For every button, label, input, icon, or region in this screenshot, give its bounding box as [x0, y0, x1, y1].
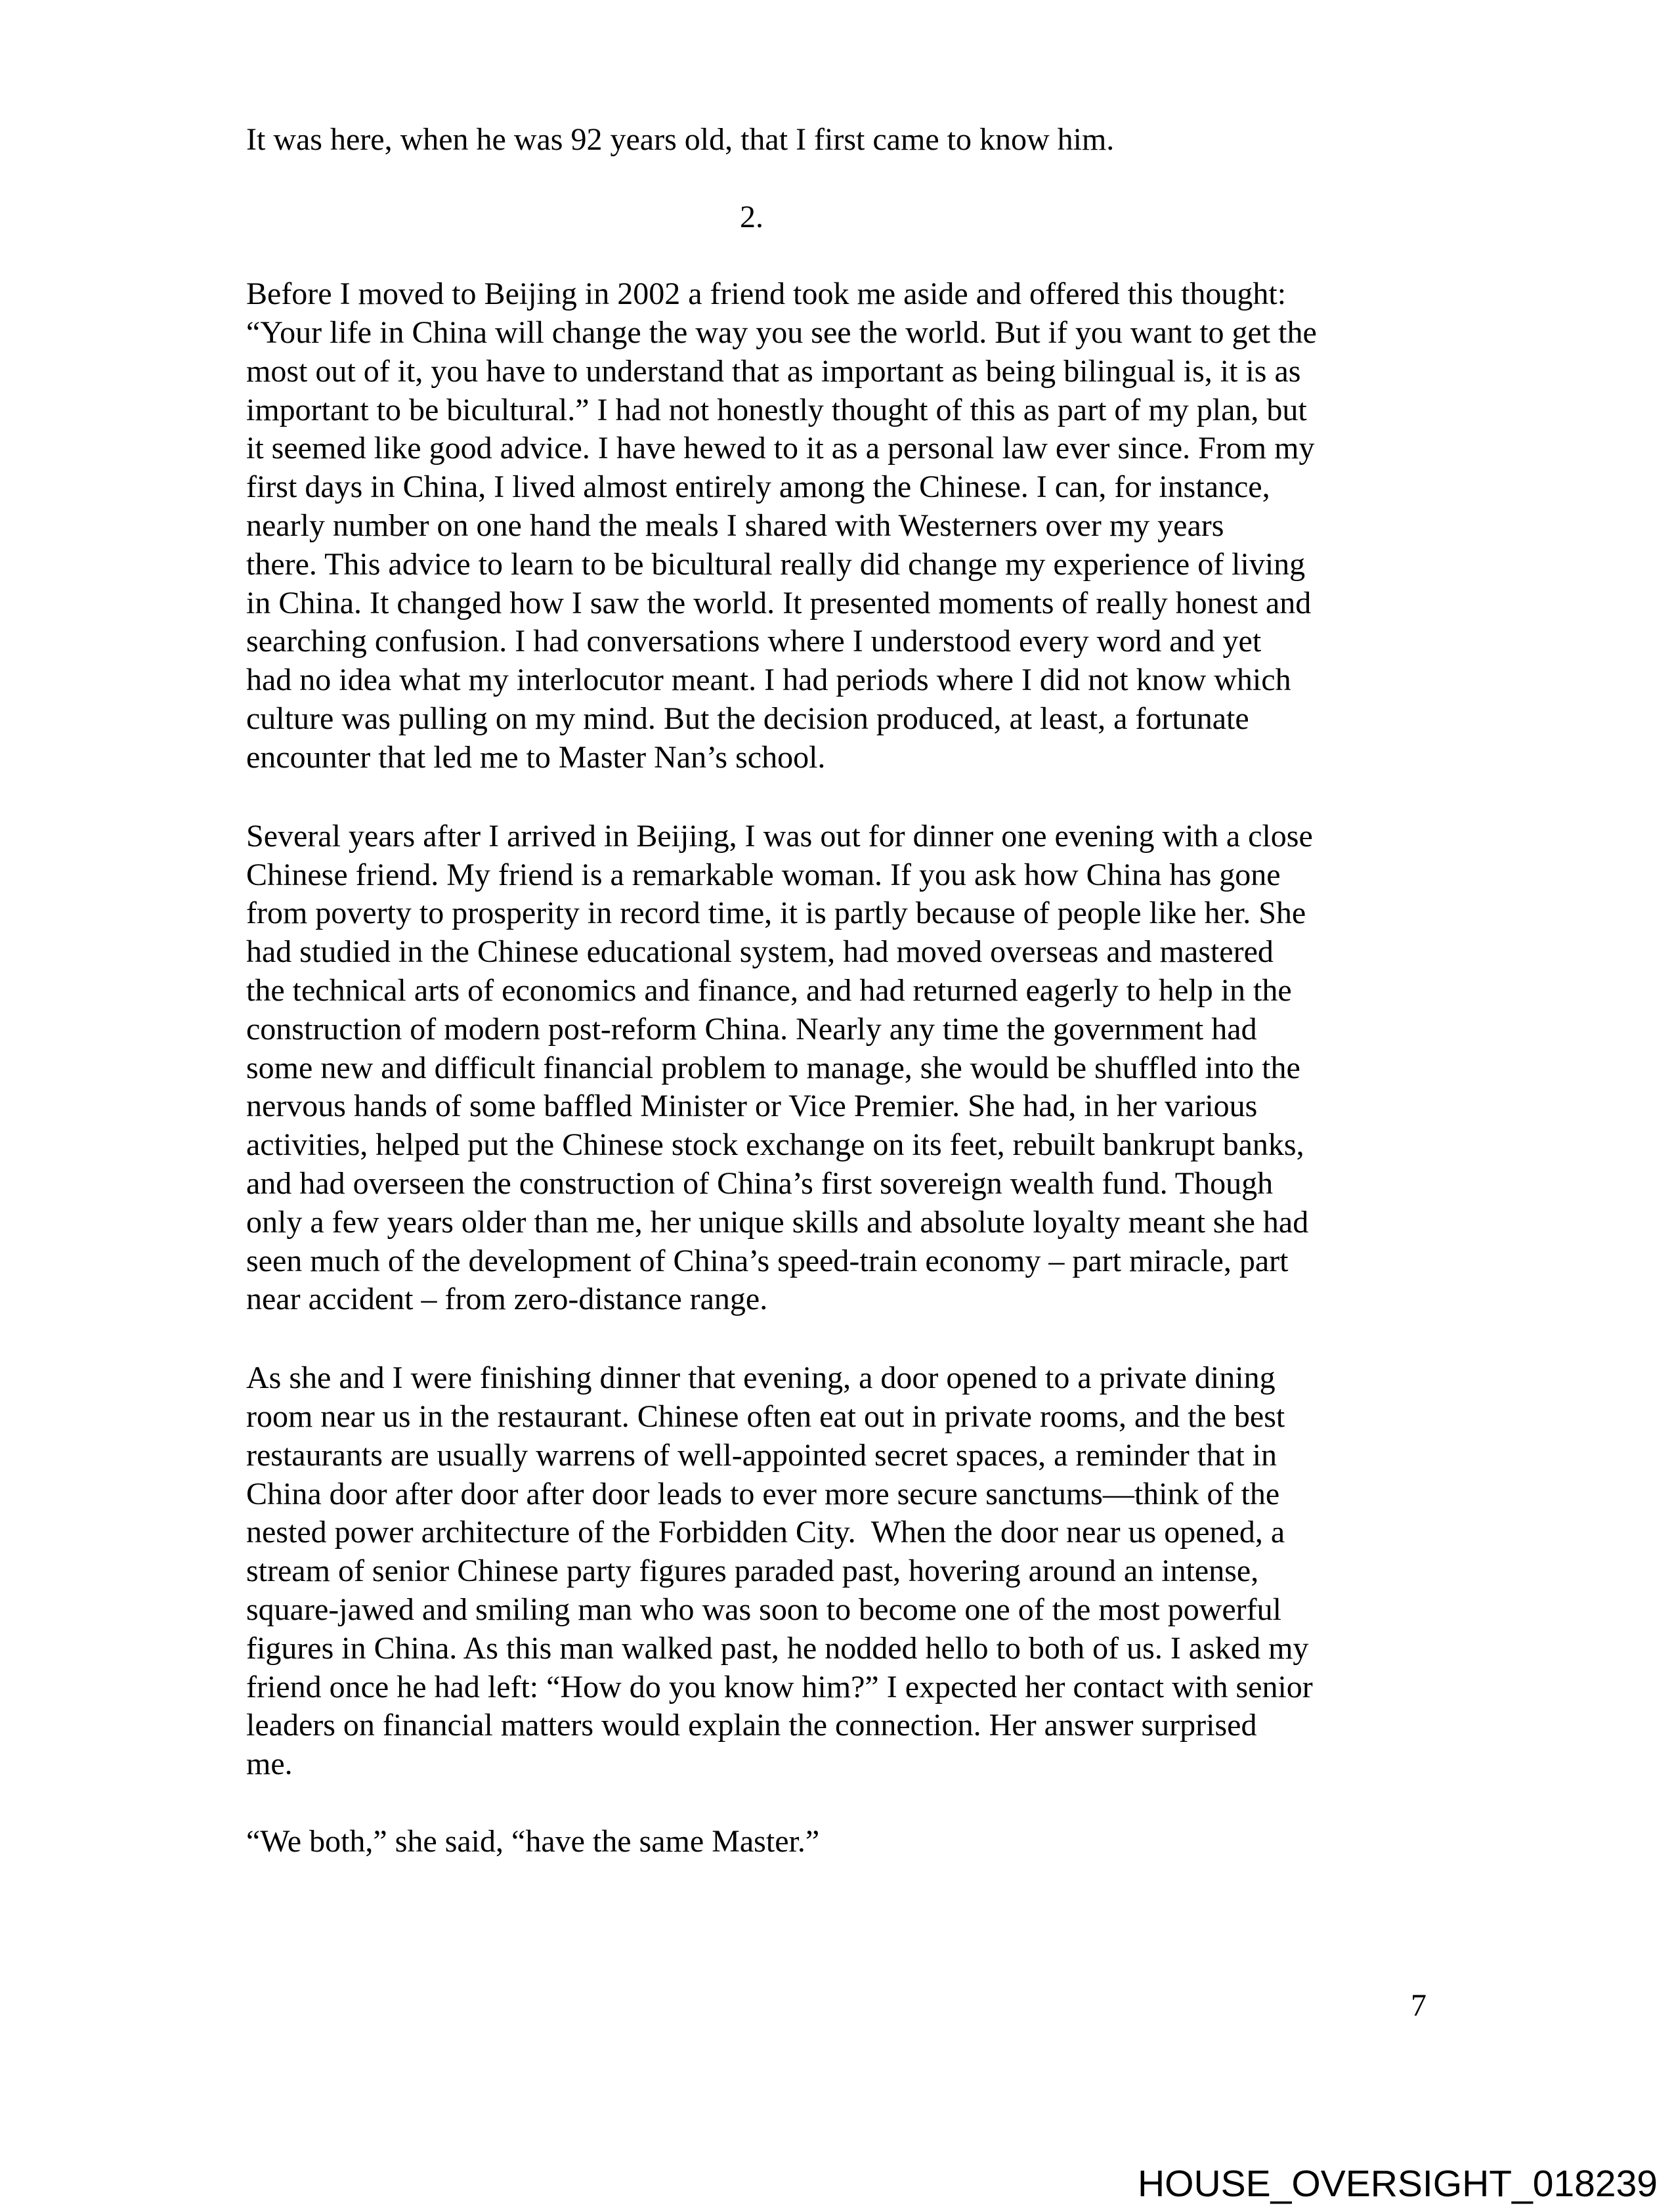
text-line: from poverty to prosperity in record time, it is partly because of people like her. She	[246, 896, 1306, 931]
text-line: activities, helped put the Chinese stock exchange on its feet, rebuilt bankrupt banks,	[246, 1127, 1304, 1163]
text-line: restaurants are usually warrens of well-appointed secret spaces, a reminder that in	[246, 1437, 1277, 1473]
text-line: friend once he had left: “How do you know him?” I expected her contact with senior	[246, 1669, 1313, 1704]
text-line: nervous hands of some baffled Minister or Vice Premier. She had, in her various	[246, 1089, 1258, 1124]
text-line: most out of it, you have to understand that as important as being bilingual is, it is as	[246, 353, 1301, 389]
text-line: only a few years older than me, her unique skills and absolute loyalty meant she had	[246, 1204, 1309, 1240]
text-line: Several years after I arrived in Beijing, I was out for dinner one evening with a close	[246, 818, 1313, 854]
text-line: nested power architecture of the Forbidden City. When the door near us opened, a	[246, 1515, 1285, 1550]
paragraph-4	[246, 1823, 1428, 1861]
text-line: there. This advice to learn to be bicultural really did change my experience of living	[246, 546, 1306, 582]
paragraph-1	[246, 275, 1428, 777]
text-line: first days in China, I lived almost entirely among the Chinese. I can, for instance,	[246, 469, 1270, 505]
text-line: important to be bicultural.” I had not honestly thought of this as part of my plan, but	[246, 392, 1307, 427]
text-line: some new and difficult financial problem to manage, she would be shuffled into the	[246, 1050, 1300, 1085]
text-line: nearly number on one hand the meals I shared with Westerners over my years	[246, 508, 1224, 543]
text-line: had studied in the Chinese educational system, had moved overseas and mastered	[246, 934, 1274, 970]
text-line: near accident – from zero-distance range.	[246, 1282, 768, 1317]
text-line: square-jawed and smiling man who was soon to become one of the most powerful	[246, 1592, 1281, 1628]
page-number: 7	[1411, 1988, 1427, 2023]
document-body	[246, 121, 1428, 1861]
text-line: had no idea what my interlocutor meant. I had periods where I did not know which	[246, 662, 1291, 698]
paragraph-2	[246, 817, 1428, 1319]
paragraph-3	[246, 1359, 1428, 1784]
text-line: construction of modern post-reform China. Nearly any time the government had	[246, 1011, 1257, 1047]
text-line: me.	[246, 1746, 293, 1782]
text-line: encounter that led me to Master Nan’s school.	[246, 739, 826, 775]
text-line: searching confusion. I had conversations where I understood every word and yet	[246, 624, 1262, 659]
text-line: room near us in the restaurant. Chinese often eat out in private rooms, and the best	[246, 1399, 1285, 1435]
text-line: leaders on financial matters would explain the connection. Her answer surprised	[246, 1708, 1257, 1743]
text-line: “Your life in China will change the way you see the world. But if you want to get the	[246, 314, 1317, 350]
text-line: culture was pulling on my mind. But the decision produced, at least, a fortunate	[246, 701, 1249, 736]
bates-stamp: HOUSE_OVERSIGHT_018239	[1137, 2163, 1658, 2205]
text-line: seen much of the development of China’s speed-train economy – part miracle, part	[246, 1243, 1289, 1278]
text-line: in China. It changed how I saw the world. It presented moments of really honest and	[246, 585, 1312, 620]
text-line: Before I moved to Beijing in 2002 a friend took me aside and offered this thought:	[246, 276, 1287, 312]
text-line: and had overseen the construction of China’s first sovereign wealth fund. Though	[246, 1165, 1274, 1201]
text-line: “We both,” she said, “have the same Master.”	[246, 1823, 820, 1859]
text-line: As she and I were finishing dinner that evening, a door opened to a private dining	[246, 1360, 1276, 1396]
opening-line: It was here, when he was 92 years old, that I first came to know him.	[246, 122, 1115, 157]
text-line: figures in China. As this man walked past, he nodded hello to both of us. I asked my	[246, 1630, 1309, 1666]
text-line: stream of senior Chinese party figures paraded past, hovering around an intense,	[246, 1553, 1259, 1589]
text-line: Chinese friend. My friend is a remarkable woman. If you ask how China has gone	[246, 857, 1281, 892]
text-line: it seemed like good advice. I have hewed to it as a personal law ever since. From my	[246, 431, 1315, 466]
text-line: the technical arts of economics and finance, and had returned eagerly to help in the	[246, 972, 1292, 1008]
section-number: 2.	[740, 199, 763, 234]
text-line: China door after door after door leads to ever more secure sanctums—think of the	[246, 1476, 1280, 1511]
